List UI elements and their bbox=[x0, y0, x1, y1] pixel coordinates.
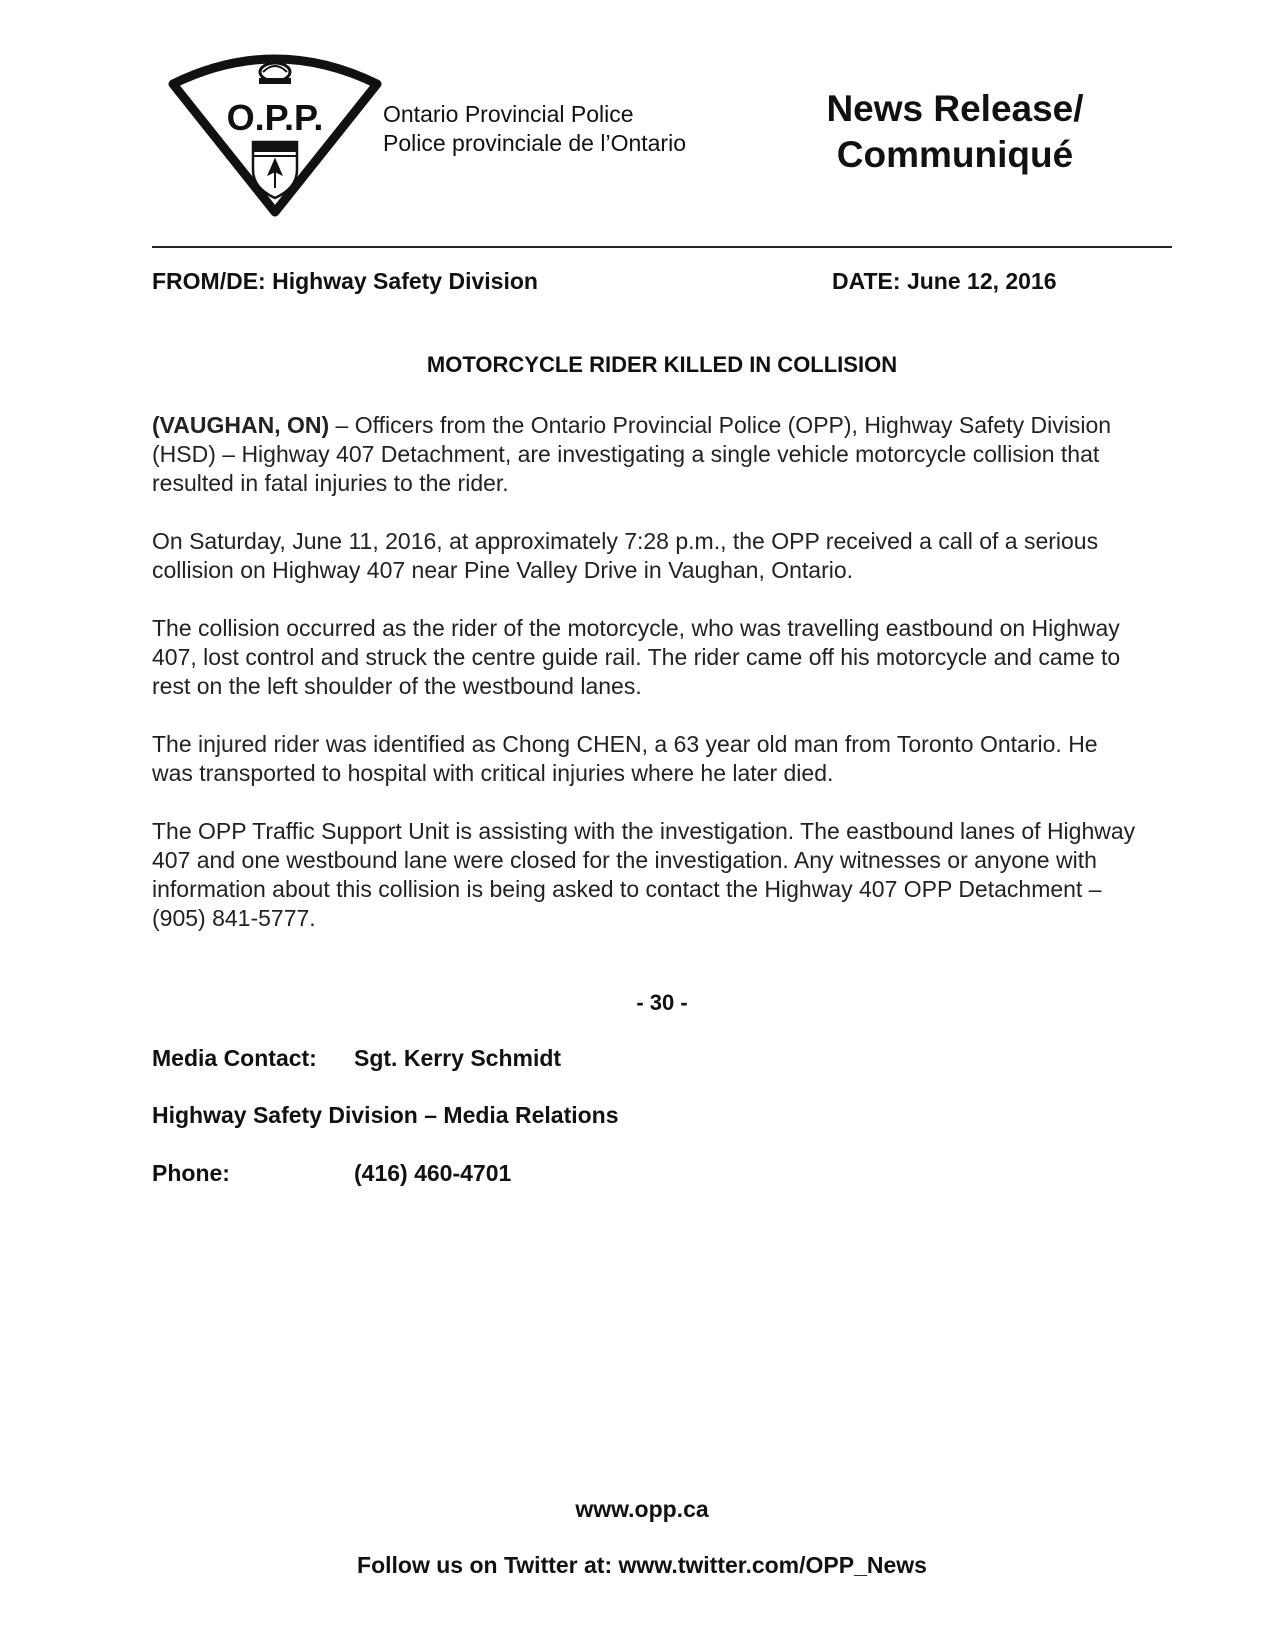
paragraph-4: The injured rider was identified as Chong CHEN, a 63 year old man from Toronto Ontario. He was transported to hospital with critical injuries where he later died. bbox=[152, 731, 1098, 786]
paragraph-1-text: – Officers from the Ontario Provincial Police (OPP), Highway Safety Division (HSD) – Highway 407 Detachment, are investigating a single vehicle motorcycle collision that resulted in fatal injuries to the rider. bbox=[152, 412, 1112, 496]
phone-label: Phone: bbox=[152, 1160, 230, 1186]
opp-logo bbox=[165, 42, 385, 222]
news-release-line2: Communiqué bbox=[836, 134, 1074, 175]
media-contact-name: Sgt. Kerry Schmidt bbox=[354, 1045, 562, 1071]
organization-name-en: Ontario Provincial Police bbox=[383, 101, 634, 127]
website-link[interactable]: www.opp.ca bbox=[575, 1496, 709, 1522]
media-contact-label: Media Contact: bbox=[152, 1045, 317, 1071]
date-line: DATE: June 12, 2016 bbox=[832, 268, 1057, 294]
news-release-title bbox=[790, 86, 1120, 178]
paragraph-3: The collision occurred as the rider of the motorcycle, who was travelling eastbound on Highway 407, lost control and struck the centre guide rail. The rider came off his motorcycle and came to rest on the left shoulder of the westbound lanes. bbox=[152, 615, 1121, 699]
headline: MOTORCYCLE RIDER KILLED IN COLLISION bbox=[426, 352, 898, 377]
paragraph-2: On Saturday, June 11, 2016, at approximately 7:28 p.m., the OPP received a call of a serious collision on Highway 407 near Pine Valley Drive in Vaughan, Ontario. bbox=[152, 528, 1099, 583]
release-body bbox=[152, 411, 1142, 962]
logo-text: O.P.P. bbox=[226, 97, 324, 138]
media-division: Highway Safety Division – Media Relations bbox=[152, 1102, 619, 1128]
phone-line bbox=[152, 1160, 511, 1187]
header-divider bbox=[152, 246, 1172, 248]
organization-name bbox=[383, 100, 686, 158]
from-line: FROM/DE: Highway Safety Division bbox=[152, 268, 538, 294]
media-contact-line bbox=[152, 1045, 561, 1072]
phone-number: (416) 460-4701 bbox=[354, 1160, 512, 1186]
twitter-link[interactable]: Follow us on Twitter at: www.twitter.com/OPP_News bbox=[357, 1552, 927, 1578]
paragraph-5: The OPP Traffic Support Unit is assisting with the investigation. The eastbound lanes of Highway 407 and one westbound lane were closed for the investigation. Any witnesses or anyone with information about this collision is being asked to contact the Highway 407 OPP Detachment – (905) 841-5777. bbox=[152, 818, 1136, 931]
news-release-line1: News Release/ bbox=[826, 88, 1084, 129]
paragraph-1 bbox=[152, 411, 1142, 498]
end-mark: - 30 - bbox=[636, 990, 688, 1015]
organization-name-fr: Police provinciale de l’Ontario bbox=[383, 130, 686, 156]
dateline-location: (VAUGHAN, ON) bbox=[152, 412, 330, 438]
